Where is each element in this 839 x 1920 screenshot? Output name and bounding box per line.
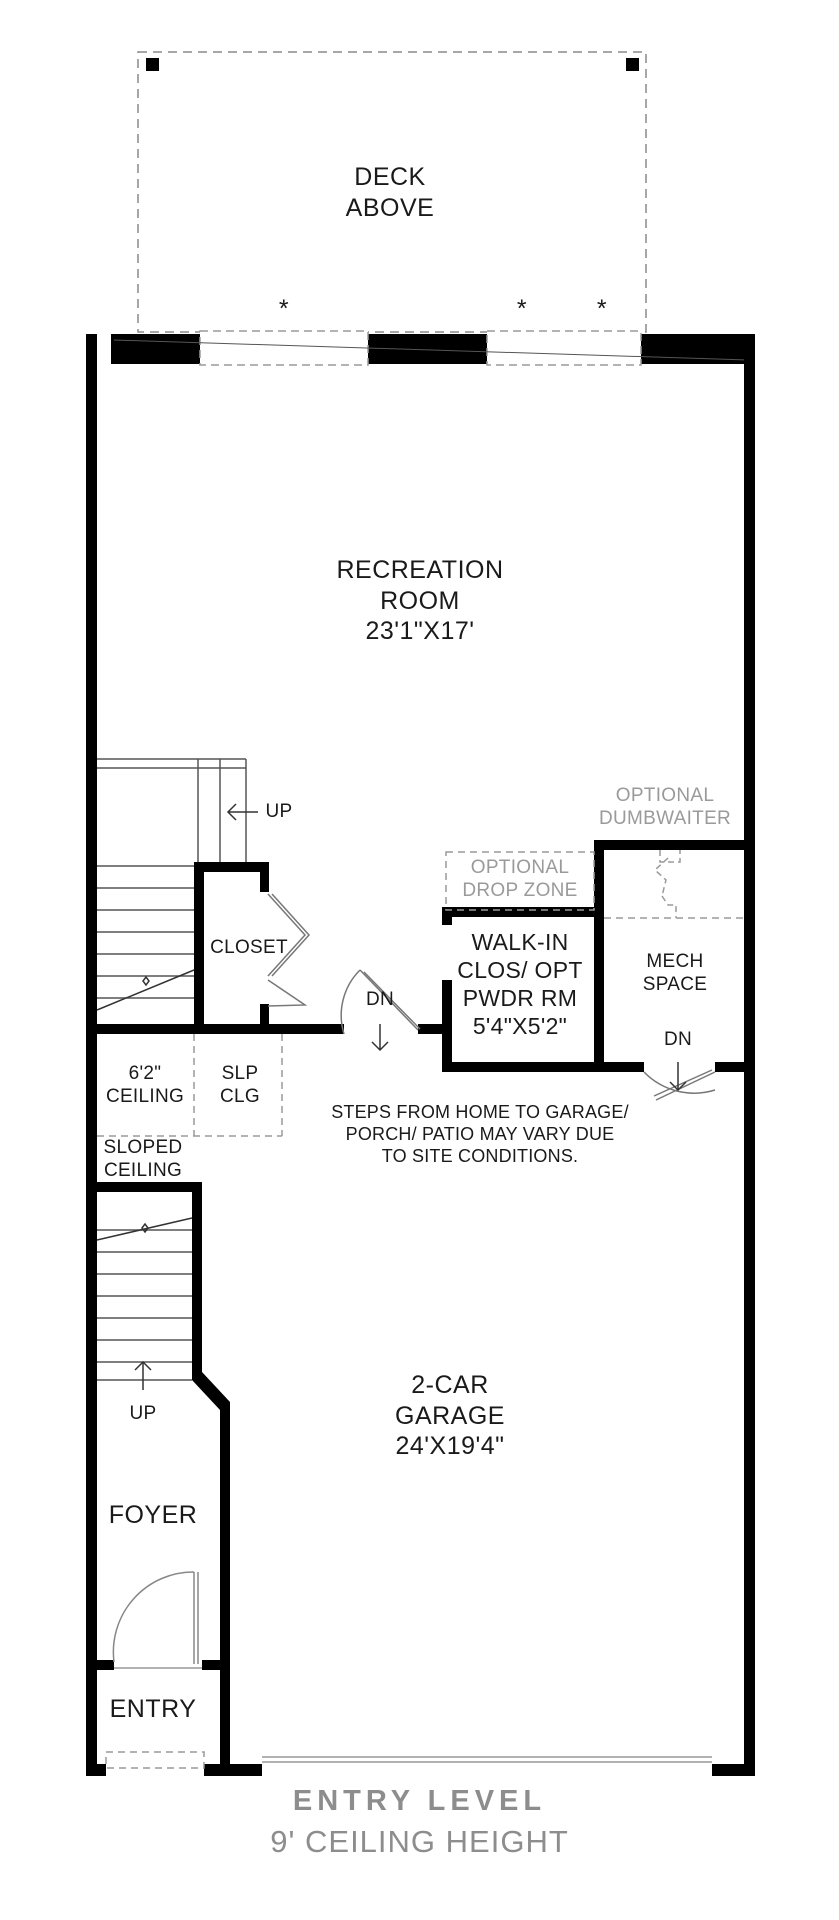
- garage-name1: 2-CAR: [411, 1371, 489, 1399]
- dumbwaiter-line1: OPTIONAL: [615, 785, 715, 806]
- entry-threshold: [106, 1752, 204, 1768]
- walkin-line2: CLOS/ OPT: [457, 957, 583, 984]
- ceiling-height-subtitle: 9' CEILING HEIGHT: [270, 1824, 569, 1859]
- optional-drop-zone-label: [446, 856, 594, 902]
- lower-stair-walls: [86, 1182, 230, 1774]
- garage-label: [360, 1370, 540, 1462]
- cross-wall-left: [86, 1024, 344, 1034]
- level-title: ENTRY LEVEL: [292, 1785, 547, 1817]
- slp-line2: CLG: [220, 1086, 260, 1108]
- left-exterior-wall: [86, 334, 97, 1774]
- six-two-line2: CEILING: [105, 1086, 185, 1108]
- walkin-dims: 5'4"X5'2": [472, 1013, 568, 1040]
- dn-arrow-mech: [670, 1062, 686, 1090]
- mech-line1: MECH: [646, 951, 704, 972]
- front-door[interactable]: [113, 1572, 198, 1664]
- dn-arrow-hall: [372, 1024, 388, 1050]
- note-line3: TO SITE CONDITIONS.: [381, 1145, 579, 1166]
- lower-stair: [97, 1218, 192, 1380]
- sloped-line2: CEILING: [103, 1160, 183, 1182]
- deck-line2: ABOVE: [345, 193, 435, 222]
- up-arrow-upper: [228, 804, 258, 820]
- walkin-line1: WALK-IN: [471, 929, 569, 955]
- deck-label: [300, 162, 480, 223]
- deck-post-left: [146, 58, 159, 71]
- six-two-line1: 6'2": [128, 1063, 162, 1084]
- garage-door[interactable]: [262, 1757, 712, 1762]
- slp-line1: SLP: [221, 1063, 259, 1084]
- dumbwaiter-line2: DUMBWAITER: [598, 808, 732, 830]
- foyer-label: FOYER: [108, 1501, 198, 1529]
- cross-wall-right: [418, 1024, 444, 1034]
- garage-name2: GARAGE: [395, 1401, 505, 1430]
- sloped-line1: SLOPED: [103, 1137, 183, 1158]
- up-label-lower: UP: [129, 1403, 157, 1424]
- walkin-label: [446, 928, 594, 1040]
- mech-label: [620, 950, 730, 996]
- recreation-dims: 23'1"X17': [365, 617, 475, 645]
- note-line2: PORCH/ PATIO MAY VARY DUE: [345, 1123, 615, 1144]
- mech-door[interactable]: [644, 1070, 715, 1100]
- upper-stair: [97, 759, 246, 1010]
- site-conditions-note: [300, 1102, 660, 1168]
- deck-line1: DECK: [354, 163, 426, 191]
- recreation-name1: RECREATION: [336, 556, 504, 584]
- deck-marker-3: *: [596, 295, 608, 323]
- deck-marker-2: *: [516, 295, 528, 323]
- recreation-room-label: [300, 555, 540, 647]
- walkin-line3: PWDR RM: [462, 985, 578, 1012]
- garage-dims: 24'X19'4": [395, 1432, 505, 1460]
- dn-label-hall: DN: [365, 989, 395, 1010]
- recreation-name2: ROOM: [380, 586, 460, 615]
- up-label-upper: UP: [265, 801, 293, 822]
- dumbwaiter-outline: [655, 850, 680, 918]
- entry-label: ENTRY: [109, 1695, 197, 1723]
- closet-label: CLOSET: [210, 937, 288, 958]
- note-line1: STEPS FROM HOME TO GARAGE/: [331, 1102, 629, 1122]
- dn-label-mech: DN: [663, 1029, 693, 1050]
- optional-dumbwaiter-label: [580, 784, 750, 830]
- sloped-ceiling-label: [97, 1136, 189, 1182]
- mech-line2: SPACE: [642, 974, 708, 996]
- drop-zone-line1: OPTIONAL: [470, 857, 570, 878]
- drop-zone-line2: DROP ZONE: [462, 880, 578, 902]
- six-two-ceiling-label: [97, 1062, 193, 1108]
- right-exterior-wall: [744, 334, 755, 1774]
- deck-marker-1: *: [278, 295, 290, 323]
- up-arrow-lower: [135, 1362, 151, 1390]
- deck-post-right: [626, 58, 639, 71]
- slp-clg-label: [200, 1062, 280, 1108]
